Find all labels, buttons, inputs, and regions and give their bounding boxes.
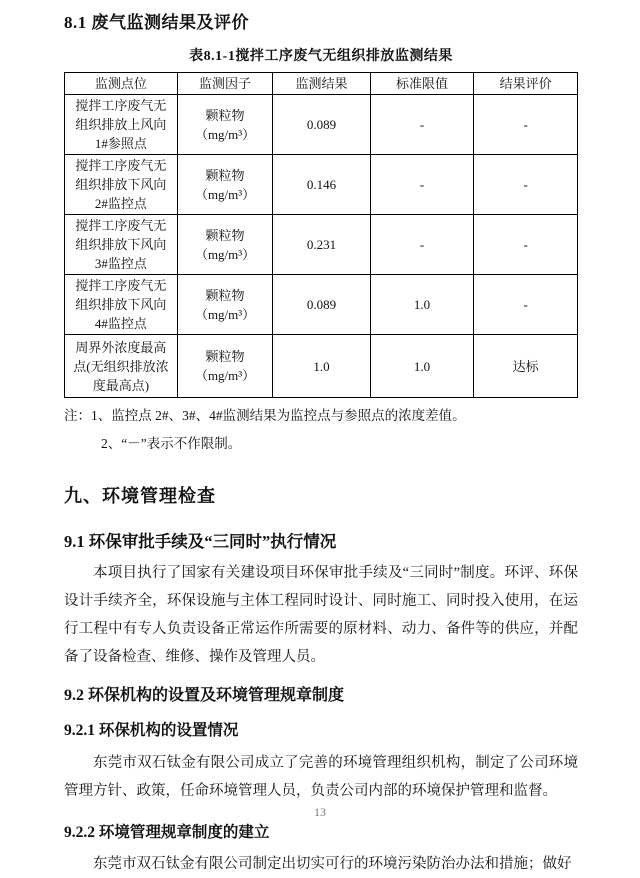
cell-point: 搅拌工序废气无组织排放上风向1#参照点 — [65, 95, 178, 155]
cell-point: 周界外浓度最高点(无组织排放浓度最高点) — [65, 335, 178, 398]
cell-point: 搅拌工序废气无组织排放下风向3#监控点 — [65, 215, 178, 275]
column-header-result: 监测结果 — [273, 73, 370, 95]
cell-point: 搅拌工序废气无组织排放下风向2#监控点 — [65, 155, 178, 215]
table-row — [65, 275, 578, 335]
cell-factor — [177, 335, 272, 398]
table-row — [65, 155, 578, 215]
cell-result: 0.089 — [273, 275, 370, 335]
cell-factor — [177, 275, 272, 335]
cell-evaluation: 达标 — [474, 335, 578, 398]
column-header-limit: 标准限值 — [370, 73, 474, 95]
cell-limit: 1.0 — [370, 275, 474, 335]
section-9-2-2-heading: 9.2.2 环境管理规章制度的建立 — [64, 824, 270, 841]
section-9-1-heading: 9.1 环保审批手续及“三同时”执行情况 — [64, 532, 337, 551]
cell-point: 搅拌工序废气无组织排放下风向4#监控点 — [65, 275, 178, 335]
cell-limit: - — [370, 215, 474, 275]
factor-unit: （mg/m³） — [194, 126, 256, 142]
factor-unit: （mg/m³） — [194, 246, 256, 262]
monitoring-results-table — [64, 72, 578, 398]
cell-evaluation: - — [474, 215, 578, 275]
table-notes — [64, 405, 578, 454]
section-9-2-1-paragraph: 东莞市双石钛金有限公司成立了完善的环境管理组织机构，制定了公司环境管理方针、政策，任命环境管理人员，负责公司内部的环境保护管理和监督。 — [64, 755, 578, 799]
section-9-2-heading: 9.2 环保机构的设置及环境管理规章制度 — [64, 687, 345, 704]
factor-name: 颗粒物 — [205, 227, 245, 243]
factor-name: 颗粒物 — [205, 349, 245, 364]
cell-factor — [177, 215, 272, 275]
cell-result: 0.146 — [273, 155, 370, 215]
column-header-factor: 监测因子 — [177, 73, 272, 95]
cell-result: 1.0 — [273, 335, 370, 398]
cell-evaluation: - — [474, 155, 578, 215]
cell-result: 0.231 — [273, 215, 370, 275]
factor-name: 颗粒物 — [205, 287, 245, 303]
factor-name: 颗粒物 — [205, 107, 245, 123]
section-9-1-paragraph: 本项目执行了国家有关建设项目环保审批手续及“三同时”制度。环评、环保设计手续齐全，环保设施与主体工程同时设计、同时施工、同时投入使用，在运行工程中有专人负责设备正常运作所需要的原材料、动力、备件等的供应，并配备了设备检查、维修、操作及管理人员。 — [64, 565, 578, 665]
factor-unit: （mg/m³） — [194, 368, 256, 383]
factor-unit: （mg/m³） — [194, 306, 256, 322]
table-row — [65, 95, 578, 155]
cell-evaluation: - — [474, 275, 578, 335]
cell-limit: - — [370, 155, 474, 215]
factor-unit: （mg/m³） — [194, 186, 256, 202]
column-header-point: 监测点位 — [65, 73, 178, 95]
note-1: 注：1、监控点 2#、3#、4#监测结果为监控点与参照点的浓度差值。 — [64, 408, 466, 423]
cell-evaluation: - — [474, 95, 578, 155]
factor-name: 颗粒物 — [205, 167, 245, 183]
column-header-evaluation: 结果评价 — [474, 73, 578, 95]
cell-factor — [177, 95, 272, 155]
table-row — [65, 335, 578, 398]
cell-limit: - — [370, 95, 474, 155]
table-row — [65, 215, 578, 275]
cell-limit: 1.0 — [370, 335, 474, 398]
table-header-row — [65, 73, 578, 95]
cell-result: 0.089 — [273, 95, 370, 155]
note-2: 2、“－”表示不作限制。 — [101, 436, 242, 451]
section-9-2-2-paragraph: 东莞市双石钛金有限公司制定出切实可行的环境污染防治办法和措施；做好 — [93, 856, 572, 872]
cell-factor — [177, 155, 272, 215]
page-number: 13 — [314, 805, 326, 819]
section-9-2-1-heading: 9.2.1 环保机构的设置情况 — [64, 722, 239, 739]
section-8-1-heading: 8.1 废气监测结果及评价 — [64, 13, 249, 32]
table-title: 表8.1-1搅拌工序废气无组织排放监测结果 — [189, 49, 453, 64]
section-9-heading: 九、环境管理检查 — [64, 486, 216, 506]
